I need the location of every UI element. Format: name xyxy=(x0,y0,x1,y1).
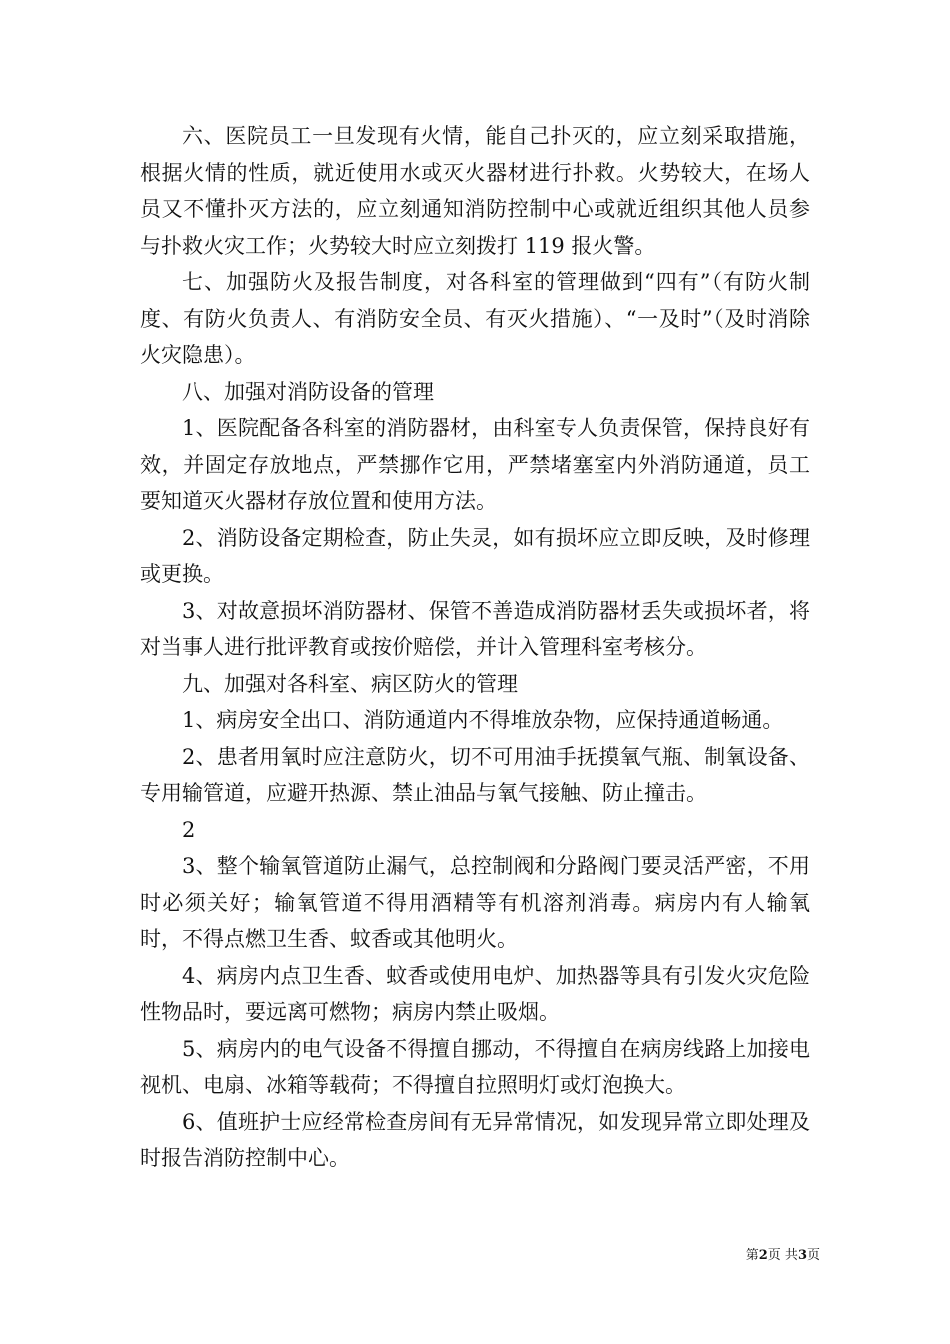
section-heading-equipment: 八、加强对消防设备的管理 xyxy=(182,379,434,404)
paragraph-equipment-2: 2、消防设备定期检查，防止失灵，如有损坏应立即反映，及时修理或更换。 xyxy=(140,525,810,586)
paragraph-equipment-1: 1、医院配备各科室的消防器材，由科室专人负责保管，保持良好有效，并固定存放地点，严禁挪作它用，严禁堵塞室内外消防通道，员工要知道灭火器材存放位置和使用方法。 xyxy=(140,416,810,513)
paragraph-ward-6: 6、值班护士应经常检查房间有无异常情况，如发现异常立即处理及时报告消防控制中心。 xyxy=(140,1109,810,1170)
paragraph-ward-1: 1、病房安全出口、消防通道内不得堆放杂物，应保持通道畅通。 xyxy=(182,708,784,732)
paragraph-ward-3: 3、整个输氧管道防止漏气，总控制阀和分路阀门要灵活严密，不用时必须关好；输氧管道不得用酒精等有机溶剂消毒。病房内有人输氧时，不得点燃卫生香、蚊香或其他明火。 xyxy=(140,854,810,951)
footer-total-pages: 3 xyxy=(797,1248,807,1263)
document-body xyxy=(140,118,810,1177)
footer-suffix: 页 xyxy=(806,1248,820,1263)
paragraph-ward-5: 5、病房内的电气设备不得擅自挪动，不得擅自在病房线路上加接电视机、电扇、冰箱等载荷；不得擅自拉照明灯或灯泡换大。 xyxy=(140,1036,810,1097)
paragraph-ward-2: 2、患者用氧时应注意防火，切不可用油手抚摸氧气瓶、制氧设备、专用输管道，应避开热源、禁止油品与氧气接触、防止撞击。 xyxy=(140,744,810,805)
paragraph-fire-response: 六、医院员工一旦发现有火情，能自己扑灭的，应立刻采取措施，根据火情的性质，就近使用水或灭火器材进行扑救。火势较大，在场人员又不懂扑灭方法的，应立刻通知消防控制中心或就近组织其他人员参与扑救火灾工作；火势较大时应立刻拨打 119 报火警。 xyxy=(140,124,810,258)
paragraph-equipment-3: 3、对故意损坏消防器材、保管不善造成消防器材丢失或损坏者，将对当事人进行批评教育或按价赔偿，并计入管理科室考核分。 xyxy=(140,598,810,659)
footer-prefix: 第 xyxy=(745,1248,759,1263)
paragraph-ward-4: 4、病房内点卫生香、蚊香或使用电炉、加热器等具有引发火灾危险性物品时，要远离可燃物；病房内禁止吸烟。 xyxy=(140,963,810,1024)
footer-current-page: 2 xyxy=(758,1248,768,1263)
footer-middle: 页 共 xyxy=(767,1248,798,1263)
paragraph-reporting-system: 七、加强防火及报告制度，对各科室的管理做到“四有”（有防火制度、有防火负责人、有消防安全员、有灭火措施）、“一及时”（及时消除火灾隐患）。 xyxy=(140,270,810,367)
page-footer xyxy=(700,1247,820,1265)
inline-page-marker: 2 xyxy=(182,817,196,842)
section-heading-wards: 九、加强对各科室、病区防火的管理 xyxy=(182,671,518,696)
